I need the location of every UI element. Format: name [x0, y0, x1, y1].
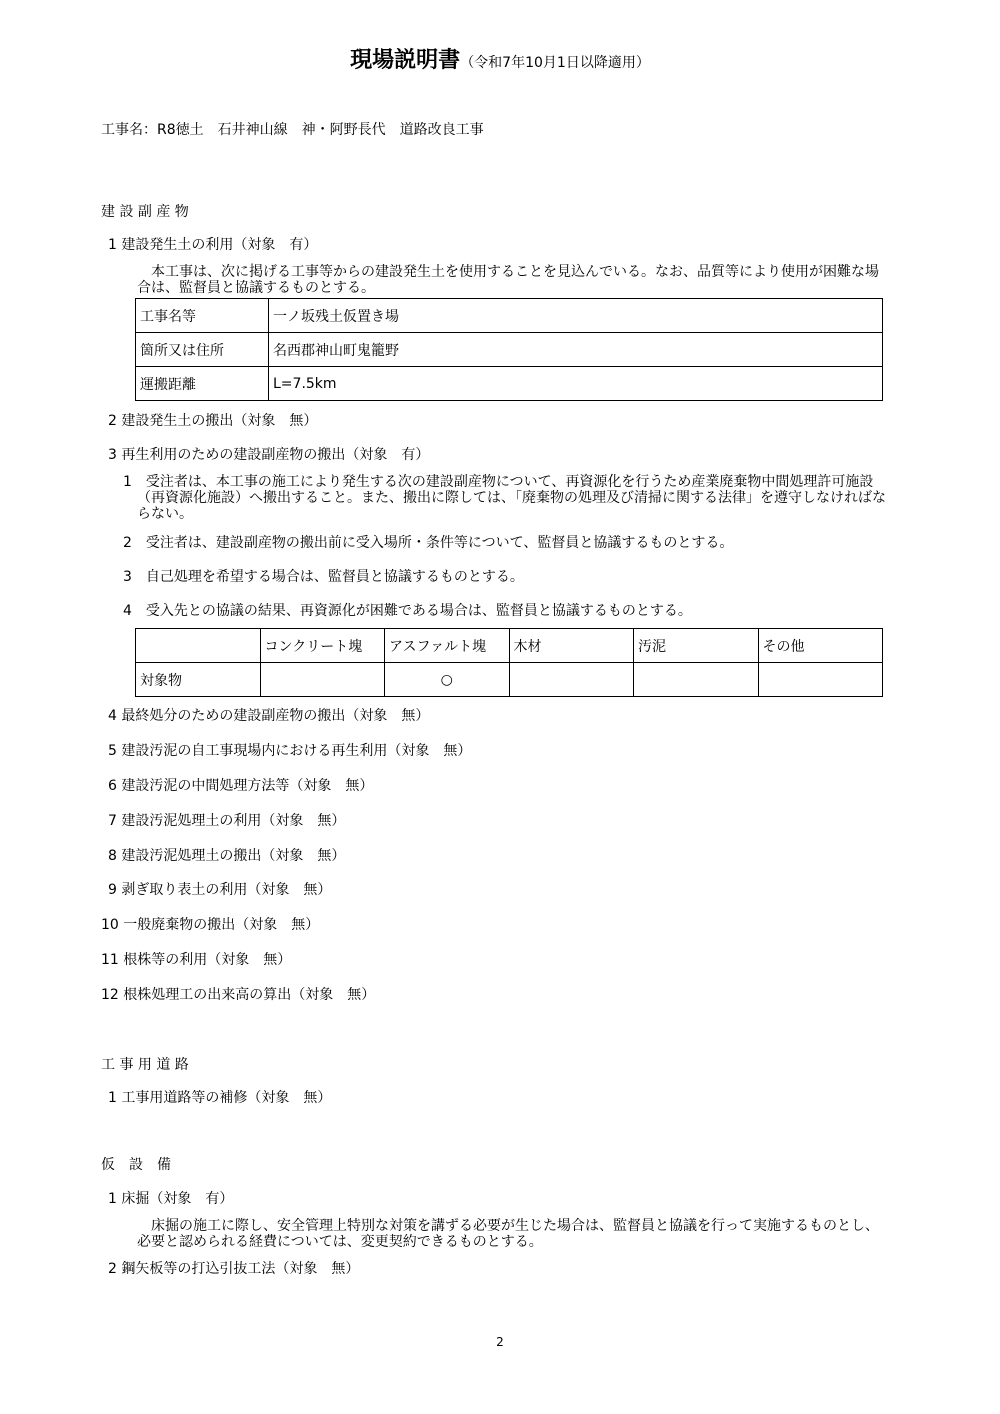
document-title — [0, 50, 1000, 72]
table-cell — [260, 663, 385, 697]
excavation-description: 床掘の施工に際し、安全管理上特別な対策を講ずる必要が生じた場合は、監督員と協議を行って実施するものとし、必要と認められる経費については、変更契約できるものとする。 — [137, 1218, 879, 1250]
byproduct-item-1: 1 建設発生土の利用（対象 有） — [108, 237, 318, 253]
table-cell: 汚泥 — [634, 629, 759, 663]
table-cell: L=7.5km — [269, 367, 883, 401]
table-cell: 箇所又は住所 — [136, 333, 269, 367]
soil-source-table — [135, 298, 883, 401]
work-name: 工事名：R8徳土 石井神山線 神・阿野長代 道路改良工事 — [101, 122, 484, 138]
table-row — [136, 299, 883, 333]
table-cell: 一ノ坂残土仮置き場 — [269, 299, 883, 333]
table-cell: 対象物 — [136, 663, 261, 697]
byproduct-item-11: 11 根株等の利用（対象 無） — [101, 952, 292, 968]
table-cell — [634, 663, 759, 697]
table-cell: 工事名等 — [136, 299, 269, 333]
section-heading-byproducts: 建 設 副 産 物 — [101, 204, 189, 220]
byproduct-item-12: 12 根株処理工の出来高の算出（対象 無） — [101, 987, 376, 1003]
table-cell — [509, 663, 634, 697]
table-cell: ○ — [385, 663, 510, 697]
byproduct-item-6: 6 建設汚泥の中間処理方法等（対象 無） — [108, 778, 374, 794]
byproduct-item-5: 5 建設汚泥の自工事現場内における再生利用（対象 無） — [108, 743, 472, 759]
byproduct-item-3: 3 再生利用のための建設副産物の搬出（対象 有） — [108, 447, 430, 463]
section-heading-temporary-facilities: 仮 設 備 — [101, 1157, 171, 1173]
item3-sub-2: 2 受注者は、建設副産物の搬出前に受入場所・条件等について、監督員と協議するものとする。 — [123, 535, 734, 551]
byproduct-item-7: 7 建設汚泥処理土の利用（対象 無） — [108, 813, 346, 829]
item3-sub-3: 3 自己処理を希望する場合は、監督員と協議するものとする。 — [123, 569, 524, 585]
item3-sub-4: 4 受入先との協議の結果、再資源化が困難である場合は、監督員と協議するものとする。 — [123, 603, 692, 619]
table-row — [136, 367, 883, 401]
byproduct-item-10: 10 一般廃棄物の搬出（対象 無） — [101, 917, 320, 933]
byproduct-item-8: 8 建設汚泥処理土の搬出（対象 無） — [108, 848, 346, 864]
table-header-row — [136, 629, 883, 663]
table-cell — [758, 663, 883, 697]
table-row — [136, 663, 883, 697]
table-cell: アスファルト塊 — [385, 629, 510, 663]
table-cell: 名西郡神山町鬼籠野 — [269, 333, 883, 367]
item1-description: 本工事は、次に掲げる工事等からの建設発生土を使用することを見込んでいる。なお、品質等により使用が困難な場合は、監督員と協議するものとする。 — [137, 264, 879, 296]
table-cell: コンクリート塊 — [260, 629, 385, 663]
byproduct-item-2: 2 建設発生土の搬出（対象 無） — [108, 413, 318, 429]
table-row — [136, 333, 883, 367]
temporary-item-2: 2 鋼矢板等の打込引抜工法（対象 無） — [108, 1261, 360, 1277]
table-cell: 運搬距離 — [136, 367, 269, 401]
table-cell — [136, 629, 261, 663]
byproduct-item-4: 4 最終処分のための建設副産物の搬出（対象 無） — [108, 708, 430, 724]
table-cell: その他 — [758, 629, 883, 663]
table-cell: 木材 — [509, 629, 634, 663]
title-main: 現場説明書 — [350, 48, 461, 73]
page-number: 2 — [496, 1335, 504, 1349]
byproduct-type-table — [135, 628, 883, 697]
temporary-item-1: 1 床掘（対象 有） — [108, 1191, 234, 1207]
work-road-item-1: 1 工事用道路等の補修（対象 無） — [108, 1090, 332, 1106]
byproduct-item-9: 9 剥ぎ取り表土の利用（対象 無） — [108, 882, 332, 898]
title-sub: （令和7年10月1日以降適用） — [460, 55, 650, 71]
item3-sub-1: 1 受注者は、本工事の施工により発生する次の建設副産物について、再資源化を行うため産業廃棄物中間処理許可施設（再資源化施設）へ搬出すること。また、搬出に際しては、「廃棄物の処理及び清掃に関する法律」を遵守しなければならない。 — [123, 474, 886, 522]
section-heading-work-road: 工 事 用 道 路 — [101, 1057, 189, 1073]
